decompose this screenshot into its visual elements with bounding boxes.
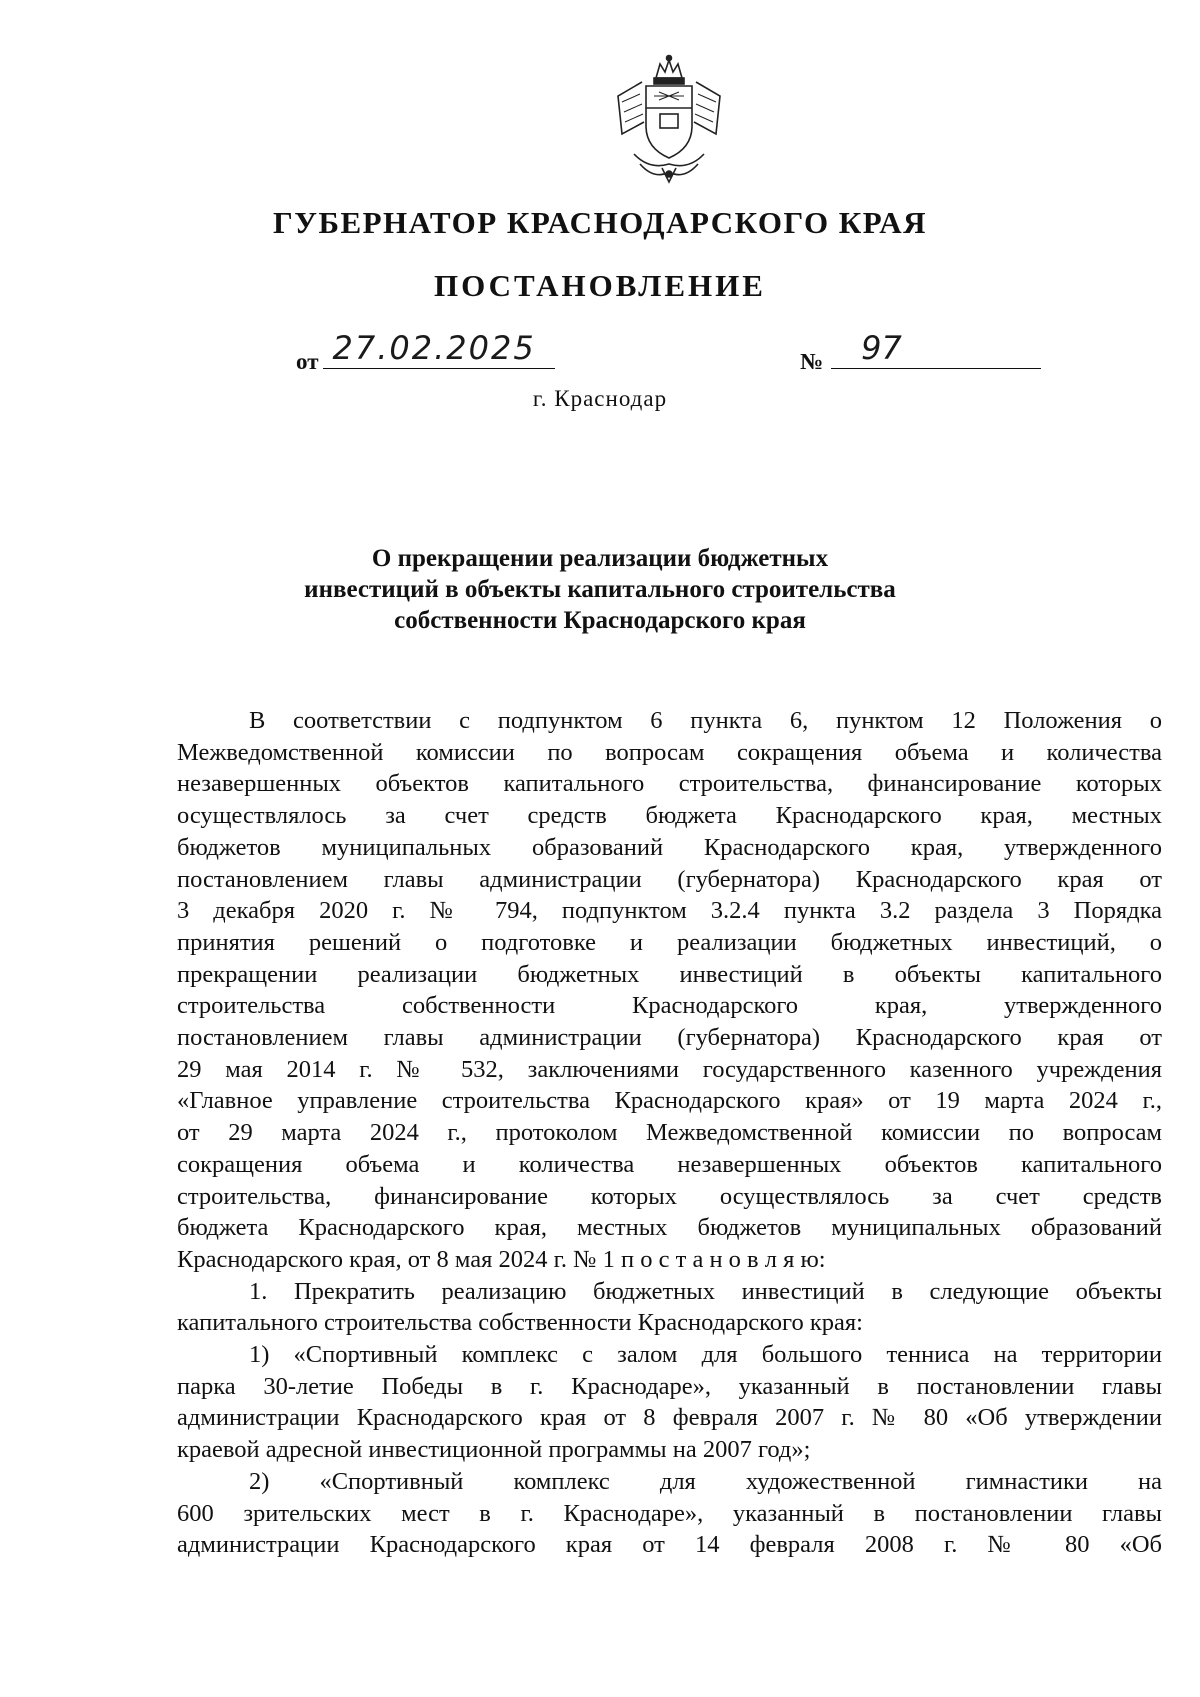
organization-heading: ГУБЕРНАТОР КРАСНОДАРСКОГО КРАЯ [272, 205, 928, 240]
city-line: г. Краснодар [532, 386, 668, 411]
date-label: от [296, 349, 319, 374]
date-value: 27.02.2025 [332, 329, 536, 367]
body-line: 1) «Спортивный комплекс с залом для большого тенниса на территории [249, 1341, 1162, 1369]
title-line: собственности Краснодарского края [394, 607, 806, 634]
body-line: строительства, финансирование которых осуществлялось за счет средств [177, 1182, 1162, 1210]
body-line: от 29 марта 2024 г., протоколом Межведомственной комиссии по вопросам [177, 1119, 1162, 1147]
body-line: незавершенных объектов капитального строительства, финансирование которых [177, 770, 1162, 798]
body-line: Межведомственной комиссии по вопросам сокращения объема и количества [177, 738, 1162, 766]
number-line [800, 329, 1041, 375]
body-line: 1. Прекратить реализацию бюджетных инвестиций в следующие объекты [249, 1277, 1162, 1305]
body-line: постановлением главы администрации (губернатора) Краснодарского края от [177, 1024, 1162, 1052]
body-line: строительства собственности Краснодарского края, утвержденного [177, 992, 1162, 1020]
body-line: сокращения объема и количества незавершенных объектов капитального [177, 1150, 1162, 1178]
body-line: «Главное управление строительства Краснодарского края» от 19 марта 2024 г., [177, 1087, 1162, 1115]
body-line: 3 декабря 2020 г. № 794, подпунктом 3.2.4 пункта 3.2 раздела 3 Порядка [177, 897, 1162, 925]
coat-of-arms-icon [604, 52, 734, 188]
body-line: 29 мая 2014 г. № 532, заключениями государственного казенного учреждения [177, 1055, 1162, 1083]
title-line: О прекращении реализации бюджетных [371, 545, 829, 572]
body-line: осуществлялось за счет средств бюджета Краснодарского края, местных [177, 802, 1162, 830]
body-line: капитального строительства собственности Краснодарского края: [177, 1309, 863, 1337]
body-line: прекращении реализации бюджетных инвестиций в объекты капитального [177, 960, 1162, 988]
title-line: инвестиций в объекты капитального строительства [304, 576, 896, 603]
body-line: 600 зрительских мест в г. Краснодаре», указанный в постановлении главы [177, 1499, 1162, 1527]
body-line: постановлением главы администрации (губернатора) Краснодарского края от [177, 865, 1162, 893]
body-line: бюджетов муниципальных образований Краснодарского края, утвержденного [177, 833, 1162, 861]
body-line: принятия решений о подготовке и реализации бюджетных инвестиций, о [177, 928, 1162, 956]
body-line: бюджета Краснодарского края, местных бюджетов муниципальных образований [177, 1214, 1162, 1242]
document-type-heading: ПОСТАНОВЛЕНИЕ [434, 268, 766, 303]
body-line: парка 30-летие Победы в г. Краснодаре», указанный в постановлении главы [177, 1372, 1162, 1400]
document-title [160, 543, 1040, 636]
body-line: 2) «Спортивный комплекс для художественной гимнастики на [249, 1467, 1162, 1495]
date-line [296, 329, 555, 375]
date-field [323, 329, 555, 369]
body-line: Краснодарского края, от 8 мая 2024 г. № 1 п о с т а н о в л я ю: [177, 1245, 826, 1273]
number-field [831, 329, 1041, 369]
body-line: администрации Краснодарского края от 8 февраля 2007 г. № 80 «Об утверждении [177, 1404, 1162, 1432]
document-body [177, 705, 1162, 1561]
body-line: администрации Краснодарского края от 14 февраля 2008 г. № 80 «Об [177, 1531, 1162, 1559]
number-value: 97 [861, 329, 902, 367]
number-label: № [800, 349, 824, 374]
body-line: В соответствии с подпунктом 6 пункта 6, пунктом 12 Положения о [249, 707, 1162, 734]
body-line: краевой адресной инвестиционной программы на 2007 год»; [177, 1436, 811, 1464]
